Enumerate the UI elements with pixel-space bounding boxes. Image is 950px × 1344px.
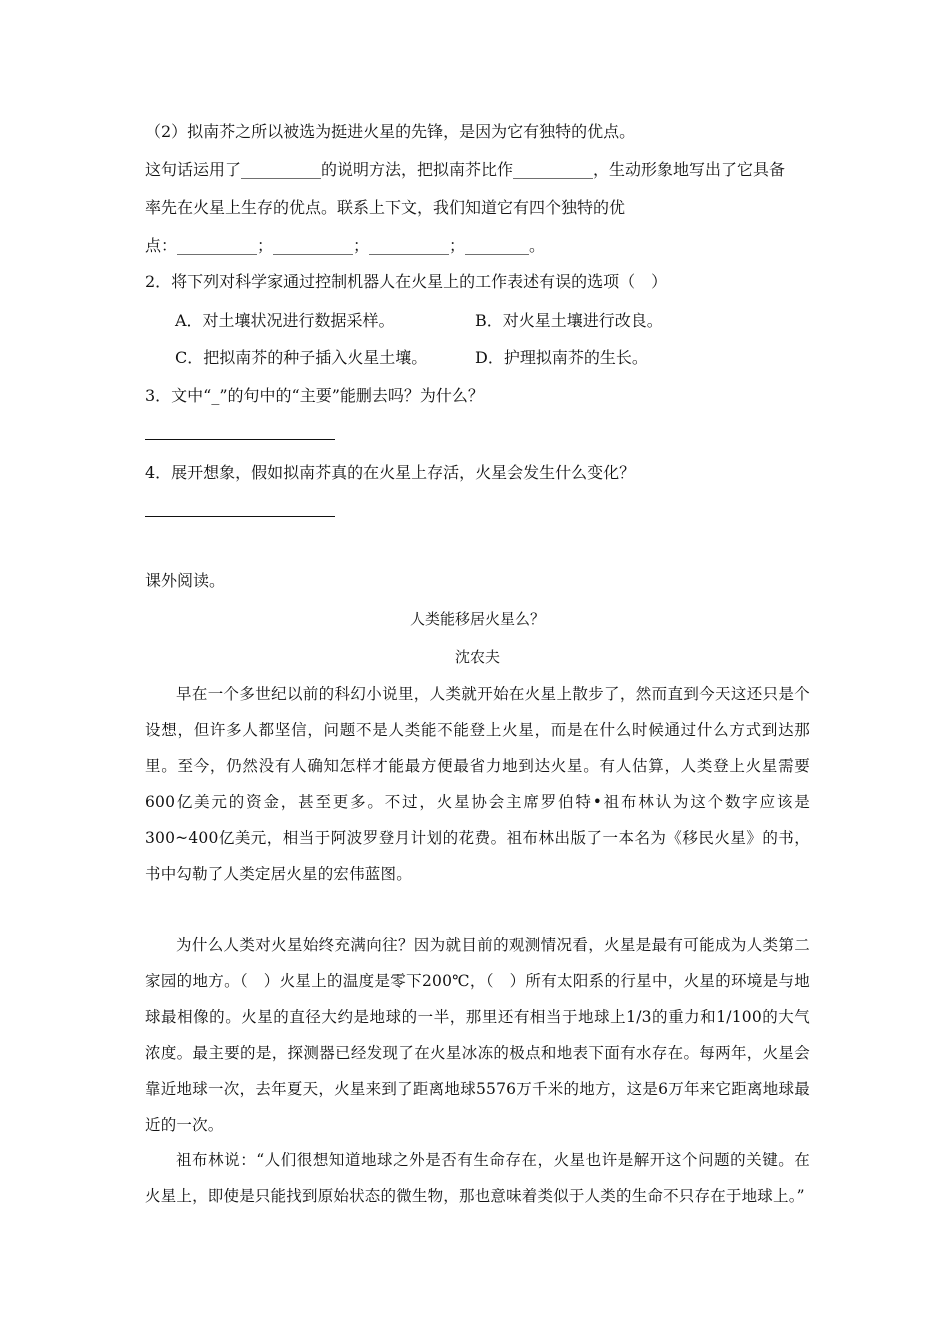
reading-author: 沈农夫 (454, 648, 500, 666)
question-2-option-a: A．对土壤状况进行数据采样。 (175, 311, 395, 330)
question-1-part-2-line-4: 点：__________；__________；__________；________。 (145, 236, 546, 255)
reading-title: 人类能移居火星么？ (409, 610, 545, 628)
reading-paragraph-2: 为什么人类对火星始终充满向往？因为就目前的观测情况看，火星是最有可能成为人类第二家园的地方。（ ）火星上的温度是零下200℃，（ ）所有太阳系的行星中，火星的环境是与地球最相像的。火星的直径大约是地球的一半，那里还有相当于地球上1/3的重力和1/100的大气浓度。最主要的是，探测器已经发现了在火星冰冻的极点和地表下面有水存在。每两年，火星会靠近地球一次，去年夏天，火星来到了距离地球5576万千米的地方，这是6万年来它距离地球最近的一次。 (145, 936, 810, 1134)
question-2-option-d: D．护理拟南芥的生长。 (475, 348, 648, 367)
question-2-stem: 2．将下列对科学家通过控制机器人在火星上的工作表述有误的选项（ ） (145, 272, 668, 291)
question-2-option-b: B．对火星土壤进行改良。 (475, 311, 663, 330)
question-1-part-2-line-2: 这句话运用了__________的说明方法，把拟南芥比作__________，生动形象地写出了它具备 (145, 160, 786, 179)
question-4-answer-line (145, 516, 335, 517)
question-1-part-2-line-3: 率先在火星上生存的优点。联系上下文，我们知道它有四个独特的优 (145, 198, 626, 217)
question-1-part-2-line-1: （2）拟南芥之所以被选为挺进火星的先锋，是因为它有独特的优点。 (145, 122, 636, 141)
question-3-stem: 3．文中“_”的句中的“主要”能删去吗？为什么？ (145, 386, 484, 405)
reading-section-label: 课外阅读。 (145, 571, 226, 590)
question-2-option-c: C．把拟南芥的种子插入火星土壤。 (175, 348, 428, 367)
reading-paragraph-3: 祖布林说：“人们很想知道地球之外是否有生命存在，火星也许是解开这个问题的关键。在火星上，即使是只能找到原始状态的微生物，那也意味着类似于人类的生命不只存在于地球上。” (145, 1151, 810, 1205)
question-4-stem: 4．展开想象，假如拟南芥真的在火星上存活，火星会发生什么变化？ (145, 463, 636, 482)
reading-paragraph-1: 早在一个多世纪以前的科幻小说里，人类就开始在火星上散步了，然而直到今天这还只是个设想，但许多人都坚信，问题不是人类能不能登上火星，而是在什么时候通过什么方式到达那里。至今，仍然没有人确知怎样才能最方便最省力地到达火星。有人估算，人类登上火星需要600亿美元的资金，甚至更多。不过，火星协会主席罗伯特•祖布林认为这个数字应该是300~400亿美元，相当于阿波罗登月计划的花费。祖布林出版了一本名为《移民火星》的书，书中勾勒了人类定居火星的宏伟蓝图。 (145, 685, 810, 883)
question-3-answer-line (145, 439, 335, 440)
